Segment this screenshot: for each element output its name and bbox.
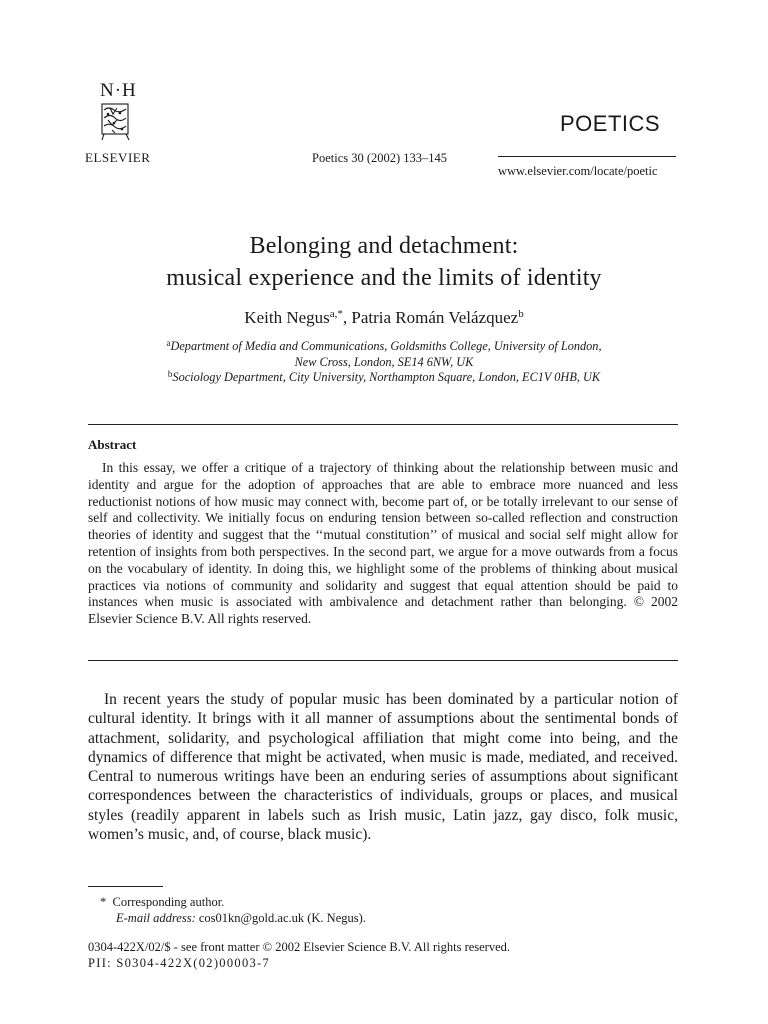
footnote-corresponding — [100, 895, 224, 910]
journal-url[interactable]: www.elsevier.com/locate/poetic — [498, 164, 658, 178]
footnote-marker: * — [100, 895, 107, 909]
affiliation-mark: a — [166, 338, 171, 348]
affiliation-b — [0, 370, 768, 386]
title-line-1: Belonging and detachment: — [249, 233, 519, 259]
footnote-rule — [88, 886, 163, 887]
issn-line: 0304-422X/02/$ - see front matter © 2002 Elsevier Science B.V. All rights reserved. — [88, 940, 511, 954]
affiliation-a — [0, 339, 768, 355]
affiliation-text: Department of Media and Communications, Goldsmiths College, University of London, — [170, 339, 602, 353]
abstract-text: In this essay, we offer a critique of a trajectory of thinking about the relationship between music and identity and argue for the adoption of approaches that are able to embrace more nuanced and less reductionist notions of how music may connect with, become part of, or be totally irrelevant to our sense of self and collectivity. We initially focus on enduring tension between so-called reflection and construction theories of identity and suggest that the ‘‘mutual constitution’’ of musical and social self might allow for retention of insights from both perspectives. In the second part, we argue for a move outwards from a focus on the vocabulary of identity. In doing this, we highlight some of the problems of thinking about musical practices via notions of community and solidarity and suggest that equal attention should be paid to instances when music is associated with ambivalence and detachment rather than belonging. — [88, 460, 678, 610]
pii-line: PII: S0304-422X(02)00003-7 — [88, 956, 271, 970]
affiliation-a-continued: New Cross, London, SE14 6NW, UK — [294, 354, 474, 369]
journal-citation: Poetics 30 (2002) 133–145 — [312, 151, 448, 165]
author-list — [0, 308, 768, 328]
author-affiliation-mark: a,* — [329, 308, 343, 320]
title-line-2: musical experience and the limits of identity — [166, 265, 602, 291]
footnote-text: Corresponding author. — [112, 895, 225, 909]
affiliation-mark: b — [167, 369, 173, 379]
author-affiliation-mark: b — [518, 308, 524, 320]
email-address[interactable]: cos01kn@gold.ac.uk (K. Negus). — [198, 911, 366, 925]
abstract-body — [88, 460, 678, 628]
body-paragraph: In recent years the study of popular music has been dominated by a particular notion of cultural identity. It brings with it all manner of assumptions about the sentimental bonds of attachment, solidarity, and psychological affiliation that might come into being, and the dynamics of difference that might be activated, when music is made, mediated, and received. Central to numerous writings have been an enduring series of assumptions about significant correspondences between the characteristics of individuals, groups or places, and musical styles (readily apparent in labels such as Irish music, Latin jazz, gay disco, folk music, women’s music, and, of course, black music). — [88, 691, 678, 844]
abstract-heading: Abstract — [88, 437, 137, 452]
abstract-top-rule — [88, 424, 678, 425]
affiliations — [0, 339, 768, 386]
publisher-monogram: N·H — [100, 80, 137, 101]
email-label: E-mail address: — [116, 911, 196, 925]
author-separator: , — [342, 308, 352, 327]
footnote-email — [116, 911, 366, 926]
abstract-copyright: © 2002 Elsevier Science B.V. All rights reserved. — [88, 594, 679, 627]
author-name: Patria Román Velázquez — [351, 308, 519, 327]
abstract-bottom-rule — [88, 660, 678, 661]
journal-title: POETICS — [560, 111, 661, 136]
article-title — [0, 230, 768, 294]
author-name: Keith Negus — [244, 308, 330, 327]
header-divider — [498, 156, 676, 157]
publisher-name: ELSEVIER — [85, 150, 151, 165]
affiliation-text: Sociology Department, City University, Northampton Square, London, EC1V 0HB, UK — [172, 370, 601, 384]
